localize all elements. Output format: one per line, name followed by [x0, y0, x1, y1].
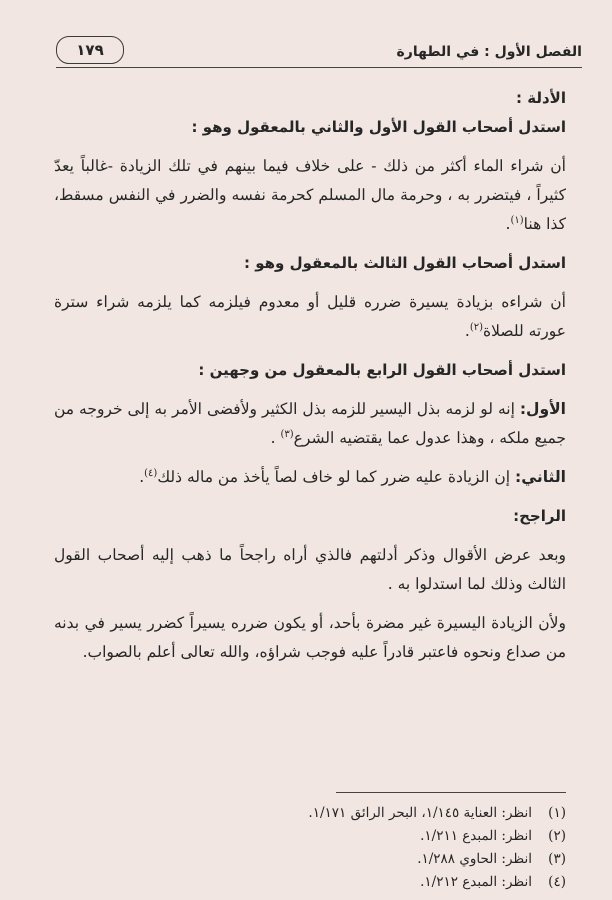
paragraph-end: . — [464, 322, 470, 340]
footnote-item — [54, 825, 566, 848]
footnote-ref: (١) — [510, 214, 524, 226]
footnote-number: (١) — [548, 805, 566, 821]
aspect-label: الأول: — [519, 400, 566, 418]
evidence-heading: الأدلة : — [516, 89, 566, 107]
footnote-ref: (٣) — [280, 428, 294, 440]
page-header — [56, 34, 582, 68]
paragraph-first-aspect — [54, 395, 566, 453]
header-rule — [56, 67, 582, 68]
paragraph-conclusion: وبعد عرض الأقوال وذكر أدلتهم فالذي أراه راجحاً ما ذهب إليه أصحاب القول الثالث وذلك لما استدلوا به . — [54, 546, 566, 593]
footnote-item — [54, 871, 566, 894]
footnote-ref: (٢) — [469, 321, 484, 333]
aspect-label: الثاني: — [515, 468, 566, 486]
section-heading-third: استدل أصحاب القول الثالث بالمعقول وهو : — [244, 254, 566, 272]
footnote-item — [54, 802, 566, 825]
footnote-text: انظر: المبدع ١/٢١٢. — [420, 874, 532, 890]
section-heading-fourth: استدل أصحاب القول الرابع بالمعقول من وجهين : — [198, 361, 566, 379]
paragraph-third-argument — [54, 288, 566, 346]
paragraph-end: . — [270, 429, 281, 447]
preponderant-heading: الراجح: — [513, 507, 566, 525]
page-body — [54, 84, 566, 667]
paragraph-end: . — [139, 468, 145, 486]
chapter-title: الفصل الأول : في الطهارة — [396, 44, 582, 60]
footnotes — [54, 802, 566, 894]
paragraph-second-aspect — [54, 463, 566, 492]
paragraph-final: ولأن الزيادة اليسيرة غير مضرة بأحد، أو يكون ضرره يسيراً كضرر يسير في بدنه من صداع ونحوه فاعتبر قادراً عليه فوجب شراؤه، والله تعالى أعلم بالصواب. — [54, 614, 566, 661]
footnote-separator — [336, 792, 566, 793]
paragraph-text: أن شراءه بزيادة يسيرة ضرره قليل أو معدوم فيلزمه كما يلزمه شراء سترة عورته للصلاة — [54, 293, 566, 340]
paragraph-text: أن شراء الماء أكثر من ذلك - على خلاف فيما بينهم في تلك الزيادة -غالباً يعدّ كثيراً ، فيتضرر به ، وحرمة مال المسلم كحرمة نفسه والضرر في النفس مسقط، كذا هنا — [54, 157, 566, 233]
paragraph-first-argument — [54, 152, 566, 239]
paragraph-text: إنه لو لزمه بذل اليسير للزمه بذل الكثير ولأفضى الأمر به إلى خروجه من جميع ملكه ، وهذا عدول عما يقتضيه الشرع — [54, 400, 566, 447]
footnote-text: انظر: العناية ١/١٤٥، البحر الرائق ١/١٧١. — [308, 805, 532, 821]
footnote-ref: (٤) — [144, 467, 158, 479]
page-number-badge: ١٧٩ — [56, 36, 124, 64]
paragraph-text: إن الزيادة عليه ضرر كما لو خاف لصاً يأخذ من ماله ذلك — [157, 468, 516, 486]
section-heading-first-second: استدل أصحاب القول الأول والثاني بالمعقول وهو : — [191, 118, 566, 136]
paragraph-end: . — [505, 215, 511, 233]
footnote-number: (٤) — [548, 874, 566, 890]
footnote-item — [54, 848, 566, 871]
footnote-number: (٣) — [548, 851, 566, 867]
footnote-text: انظر: المبدع ١/٢١١. — [420, 828, 532, 844]
footnote-text: انظر: الحاوي ١/٢٨٨. — [417, 851, 532, 867]
footnote-number: (٢) — [548, 828, 566, 844]
